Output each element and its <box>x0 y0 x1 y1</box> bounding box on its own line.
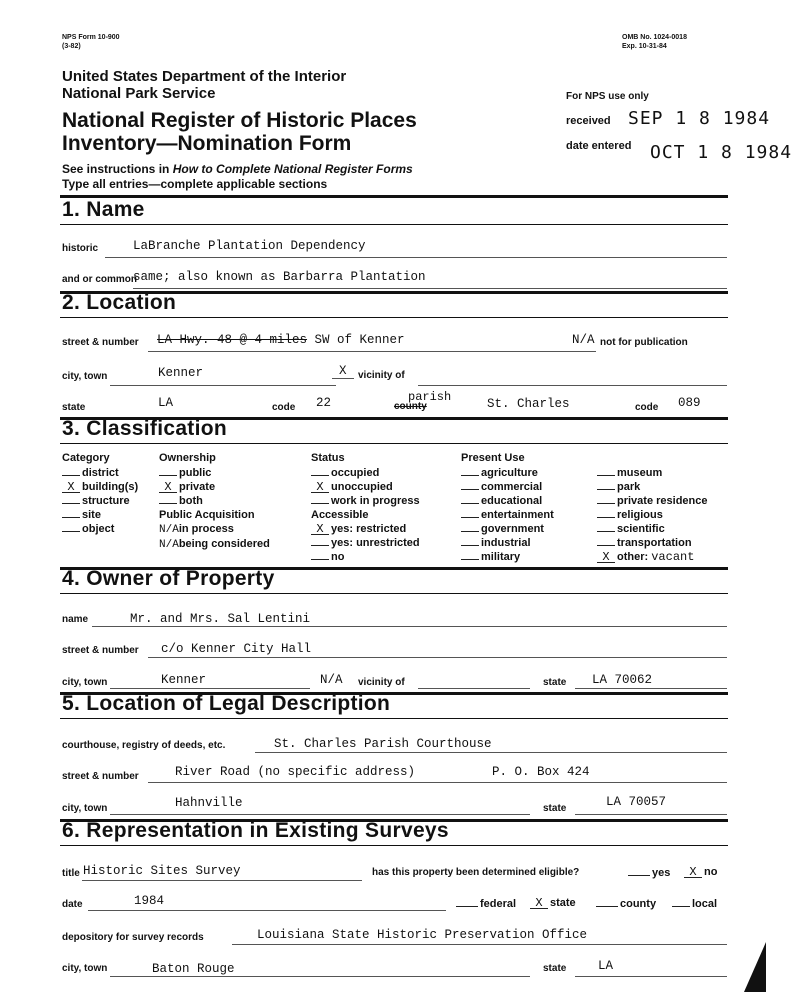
common-name-label: and or common <box>62 274 138 285</box>
state-label: state <box>62 402 86 413</box>
instructions-title: How to Complete National Register Forms <box>172 162 413 176</box>
other-use-value: vacant <box>651 550 695 564</box>
legal-city-value: Hahnville <box>175 796 243 810</box>
option-label: local <box>692 898 718 910</box>
field-line <box>148 782 727 783</box>
option-label: county <box>620 898 657 910</box>
field-line <box>575 688 727 689</box>
present-use-header: Present Use <box>461 452 525 464</box>
acquisition-in-process[interactable] <box>159 522 270 537</box>
owner-vicinity-mark: N/A <box>320 673 343 687</box>
checkbox-mark <box>597 522 615 532</box>
section-6-heading: 6. Representation in Existing Surveys <box>62 819 449 842</box>
option-label: yes: unrestricted <box>331 537 420 549</box>
section-rule <box>60 845 728 846</box>
historic-label: historic <box>62 243 99 254</box>
option-label: transportation <box>617 537 692 549</box>
option-label: site <box>82 509 101 521</box>
status-list <box>311 466 420 564</box>
option-label: in process <box>178 523 234 535</box>
checkbox-mark <box>311 536 329 546</box>
ownership-private[interactable] <box>159 480 270 494</box>
checkbox-mark <box>597 466 615 476</box>
survey-local[interactable] <box>672 897 717 910</box>
field-line <box>575 814 727 815</box>
section-rule <box>60 195 728 198</box>
option-label: federal <box>480 898 517 910</box>
field-line <box>575 976 727 977</box>
checkbox-mark: X <box>311 483 329 493</box>
option-label: occupied <box>331 467 380 479</box>
depository-city-label: city, town <box>62 963 108 974</box>
field-line <box>110 385 336 386</box>
category-object[interactable] <box>62 522 138 536</box>
status-occupied[interactable] <box>311 466 420 480</box>
form-title-line2: Inventory—Nomination Form <box>62 132 352 155</box>
checkbox-mark <box>461 480 479 490</box>
checkbox-mark <box>628 866 650 876</box>
checkbox-mark <box>596 897 618 907</box>
ownership-public[interactable] <box>159 466 270 480</box>
depository-state-value: LA <box>598 959 614 973</box>
checkbox-mark <box>159 494 177 504</box>
option-label: being considered <box>178 538 270 550</box>
checkbox-mark: N/A <box>159 524 179 536</box>
eligible-question: has this property been determined eligible? <box>372 867 580 878</box>
checkbox-mark <box>461 466 479 476</box>
parish-word: parish <box>408 390 452 404</box>
option-label: museum <box>617 467 663 479</box>
use-commercial[interactable] <box>461 480 554 494</box>
instructions-text: See instructions in <box>62 162 173 176</box>
survey-title-label: title <box>62 868 80 879</box>
survey-county[interactable] <box>596 897 656 910</box>
option-label: both <box>179 495 203 507</box>
checkbox-mark: X <box>62 483 80 493</box>
use-museum[interactable] <box>597 466 708 480</box>
field-line <box>105 257 727 258</box>
instructions-line2: Type all entries—complete applicable sections <box>62 177 328 191</box>
legal-state-label: state <box>543 803 567 814</box>
checkbox-mark <box>456 897 478 907</box>
checkbox-mark <box>311 550 329 560</box>
checkbox-mark: X <box>159 483 177 493</box>
option-label: building(s) <box>82 481 139 493</box>
checkbox-mark <box>461 494 479 504</box>
checkbox-mark: X <box>530 899 548 909</box>
checkbox-mark <box>461 522 479 532</box>
instructions-line1 <box>62 162 413 176</box>
section-1-heading: 1. Name <box>62 198 145 221</box>
code2-label: code <box>635 402 659 413</box>
state-value: LA <box>158 396 174 410</box>
checkbox-mark <box>597 508 615 518</box>
option-label: yes: restricted <box>331 523 407 535</box>
owner-city-value: Kenner <box>161 673 207 687</box>
code-label: code <box>272 402 296 413</box>
form-title-line1: National Register of Historic Places <box>62 109 417 132</box>
corner-triangle-icon <box>744 942 766 992</box>
checkbox-mark <box>597 536 615 546</box>
checkbox-mark: X <box>597 553 615 563</box>
present-use-list-b <box>597 466 708 564</box>
not-for-publication-label: not for publication <box>600 337 688 348</box>
legal-state-value: LA 70057 <box>606 795 667 809</box>
survey-date-value: 1984 <box>134 894 165 908</box>
state-code-value: 22 <box>316 396 332 410</box>
checkbox-mark <box>311 466 329 476</box>
owner-vicinity-label: vicinity of <box>358 677 405 688</box>
county-code-value: 089 <box>678 396 701 410</box>
legal-street-label: street & number <box>62 771 139 782</box>
use-entertainment[interactable] <box>461 508 554 522</box>
option-label: government <box>481 523 544 535</box>
city-value: Kenner <box>158 366 204 380</box>
field-line <box>82 880 362 881</box>
use-park[interactable] <box>597 480 708 494</box>
use-transportation[interactable] <box>597 536 708 550</box>
field-line <box>88 910 446 911</box>
checkbox-mark <box>672 897 690 907</box>
option-label: structure <box>82 495 130 507</box>
present-use-list-a <box>461 466 554 564</box>
use-educational[interactable] <box>461 494 554 508</box>
section-rule <box>60 224 728 225</box>
public-acquisition-header: Public Acquisition <box>159 509 255 521</box>
ownership-list <box>159 466 270 552</box>
checkbox-mark <box>62 522 80 532</box>
field-line <box>232 944 727 945</box>
checkbox-mark: X <box>684 868 702 878</box>
section-4-heading: 4. Owner of Property <box>62 567 275 590</box>
legal-city-label: city, town <box>62 803 108 814</box>
field-line <box>110 688 310 689</box>
field-line <box>110 976 530 977</box>
courthouse-value: St. Charles Parish Courthouse <box>274 737 492 751</box>
section-2-heading: 2. Location <box>62 291 177 314</box>
owner-state-label: state <box>543 677 567 688</box>
field-line <box>332 378 354 379</box>
option-label: entertainment <box>481 509 554 521</box>
option-label: agriculture <box>481 467 538 479</box>
historic-name-value: LaBranche Plantation Dependency <box>133 239 366 253</box>
use-government[interactable] <box>461 522 554 536</box>
status-work-in-progress[interactable] <box>311 494 420 508</box>
survey-federal[interactable] <box>456 897 516 910</box>
vicinity-mark: X <box>339 364 347 378</box>
owner-street-value: c/o Kenner City Hall <box>161 642 312 656</box>
field-line <box>255 752 727 753</box>
expiration-date: Exp. 10-31-84 <box>622 43 667 50</box>
option-label: district <box>82 467 119 479</box>
survey-state[interactable] <box>530 897 576 909</box>
category-structure[interactable] <box>62 494 138 508</box>
not-for-publication-mark: N/A <box>572 333 595 347</box>
owner-street-label: street & number <box>62 645 139 656</box>
use-military[interactable] <box>461 550 554 564</box>
option-label: other: <box>617 551 649 563</box>
option-label: religious <box>617 509 663 521</box>
street-number-label: street & number <box>62 337 139 348</box>
department-name: United States Department of the Interior <box>62 68 347 85</box>
use-agriculture[interactable] <box>461 466 554 480</box>
use-scientific[interactable] <box>597 522 708 536</box>
owner-city-label: city, town <box>62 677 108 688</box>
depository-city-value: Baton Rouge <box>152 962 235 976</box>
county-struck: county <box>394 401 427 412</box>
option-label: state <box>550 897 576 909</box>
survey-title-value: Historic Sites Survey <box>83 864 241 878</box>
common-name-value: same; also known as Barbarra Plantation <box>133 270 426 284</box>
option-label: object <box>82 523 115 535</box>
county-value: St. Charles <box>487 397 570 411</box>
received-date: SEP 1 8 1984 <box>628 108 771 129</box>
category-district[interactable] <box>62 466 138 480</box>
checkbox-mark <box>597 494 615 504</box>
date-entered-label: date entered <box>566 140 632 152</box>
owner-name-value: Mr. and Mrs. Sal Lentini <box>130 612 311 626</box>
option-label: scientific <box>617 523 665 535</box>
category-header: Category <box>62 452 110 464</box>
use-industrial[interactable] <box>461 536 554 550</box>
street-text: SW of Kenner <box>307 333 405 347</box>
section-rule <box>60 443 728 444</box>
category-site[interactable] <box>62 508 138 522</box>
legal-street-value: River Road (no specific address) <box>175 765 416 779</box>
section-5-heading: 5. Location of Legal Description <box>62 692 391 715</box>
status-header: Status <box>311 452 345 464</box>
checkbox-mark <box>461 508 479 518</box>
field-line <box>148 657 727 658</box>
po-box-value: P. O. Box 424 <box>492 765 590 779</box>
checkbox-mark: N/A <box>159 539 179 551</box>
field-line <box>418 385 727 386</box>
ownership-header: Ownership <box>159 452 216 464</box>
option-label: private <box>179 481 216 493</box>
vicinity-label: vicinity of <box>358 370 405 381</box>
owner-state-value: LA 70062 <box>592 673 653 687</box>
section-rule <box>60 593 728 594</box>
option-label: yes <box>652 867 671 879</box>
checkbox-mark <box>461 536 479 546</box>
depository-label: depository for survey records <box>62 932 204 943</box>
field-line <box>92 626 727 627</box>
option-label: unoccupied <box>331 481 393 493</box>
option-label: commercial <box>481 481 543 493</box>
section-3-heading: 3. Classification <box>62 417 227 440</box>
field-line <box>133 288 727 289</box>
field-line <box>110 814 530 815</box>
received-label: received <box>566 115 611 127</box>
street-number-value <box>157 333 405 347</box>
use-private-residence[interactable] <box>597 494 708 508</box>
option-label: educational <box>481 495 543 507</box>
option-label: no <box>331 551 345 563</box>
depository-state-label: state <box>543 963 567 974</box>
form-date: (3-82) <box>62 43 81 50</box>
option-label: public <box>179 467 212 479</box>
survey-date-label: date <box>62 899 83 910</box>
eligible-no[interactable] <box>684 866 717 878</box>
form-number: NPS Form 10-900 <box>62 34 120 41</box>
use-other[interactable] <box>597 550 708 564</box>
status-unoccupied[interactable] <box>311 480 420 494</box>
category-list <box>62 466 138 536</box>
entered-date: OCT 1 8 1984 <box>650 142 792 163</box>
option-label: military <box>481 551 521 563</box>
courthouse-label: courthouse, registry of deeds, etc. <box>62 740 226 751</box>
owner-name-label: name <box>62 614 89 625</box>
section-rule <box>60 718 728 719</box>
struck-street-text: LA Hwy. 48 @ 4 miles <box>157 333 308 347</box>
use-religious[interactable] <box>597 508 708 522</box>
checkbox-mark <box>597 480 615 490</box>
checkbox-mark <box>311 494 329 504</box>
accessible-yes-unrestricted[interactable] <box>311 536 420 550</box>
depository-value: Louisiana State Historic Preservation Office <box>257 928 588 942</box>
nps-use-label: For NPS use only <box>566 91 649 102</box>
option-label: private residence <box>617 495 708 507</box>
accessible-yes-restricted[interactable] <box>311 522 420 536</box>
checkbox-mark <box>62 508 80 518</box>
field-line <box>148 351 596 352</box>
option-label: no <box>704 866 718 878</box>
ownership-both[interactable] <box>159 494 270 508</box>
option-label: park <box>617 481 641 493</box>
accessible-no[interactable] <box>311 550 420 564</box>
service-name: National Park Service <box>62 85 216 102</box>
checkbox-mark <box>461 550 479 560</box>
accessible-header: Accessible <box>311 509 369 521</box>
checkbox-mark: X <box>311 525 329 535</box>
checkbox-mark <box>62 494 80 504</box>
omb-number: OMB No. 1024-0018 <box>622 34 687 41</box>
city-town-label: city, town <box>62 371 108 382</box>
option-label: industrial <box>481 537 531 549</box>
eligible-yes[interactable] <box>628 866 670 879</box>
checkbox-mark <box>62 466 80 476</box>
field-line <box>418 688 530 689</box>
section-rule <box>60 317 728 318</box>
option-label: work in progress <box>331 495 420 507</box>
category-buildings[interactable] <box>62 480 138 494</box>
acquisition-being-considered[interactable] <box>159 537 270 552</box>
checkbox-mark <box>159 466 177 476</box>
